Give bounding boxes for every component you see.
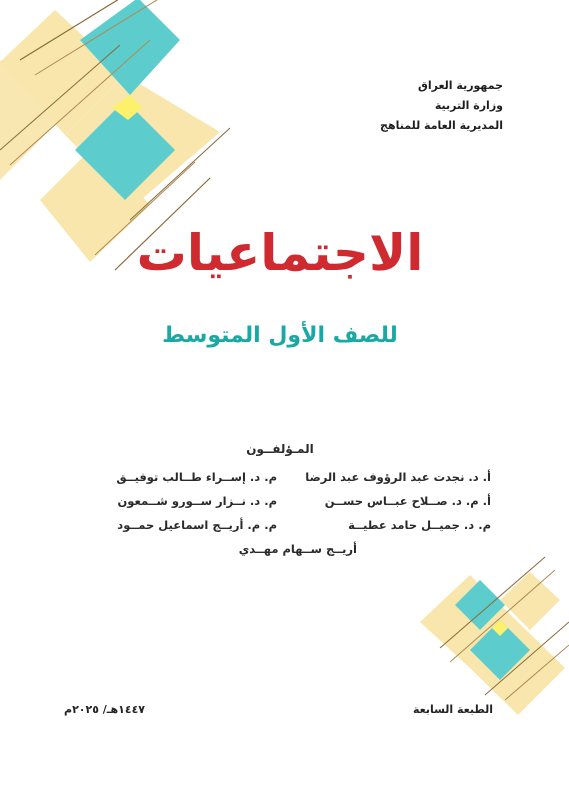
authors-heading: المـؤلفــون xyxy=(246,442,314,456)
ministry-line-country: جمهورية العراق xyxy=(418,79,503,92)
bottom-right-diamond-cluster xyxy=(420,557,569,715)
author-name: م. م. أريــج اسماعيل حمــود xyxy=(117,518,277,532)
ministry-line-ministry: وزارة التربية xyxy=(434,99,503,112)
author-name: م. د. إســراء طــالب توفيــق xyxy=(116,470,277,484)
book-subtitle: للصف الأول المتوسط xyxy=(162,323,398,348)
edition-label: الطبعة السابعة xyxy=(412,703,493,716)
book-title: الاجتماعيات xyxy=(136,224,424,282)
author-name: م. د. جميــل حامد عطيــة xyxy=(348,518,491,532)
ministry-header xyxy=(283,76,503,136)
publication-year: ١٤٤٧هـ/ ٢٠٢٥م xyxy=(64,703,146,716)
author-name: م. د. نــزار ســورو شــمعون xyxy=(117,494,277,508)
author-name: أ. د. نجدت عبد الرؤوف عبد الرضا xyxy=(305,470,491,484)
ministry-line-directorate: المديرية العامة للمناهج xyxy=(380,119,503,132)
author-name: أريــج ســهام مهــدي xyxy=(238,542,357,556)
author-name: أ. م. د. صــلاح عبــاس حســن xyxy=(324,494,491,508)
